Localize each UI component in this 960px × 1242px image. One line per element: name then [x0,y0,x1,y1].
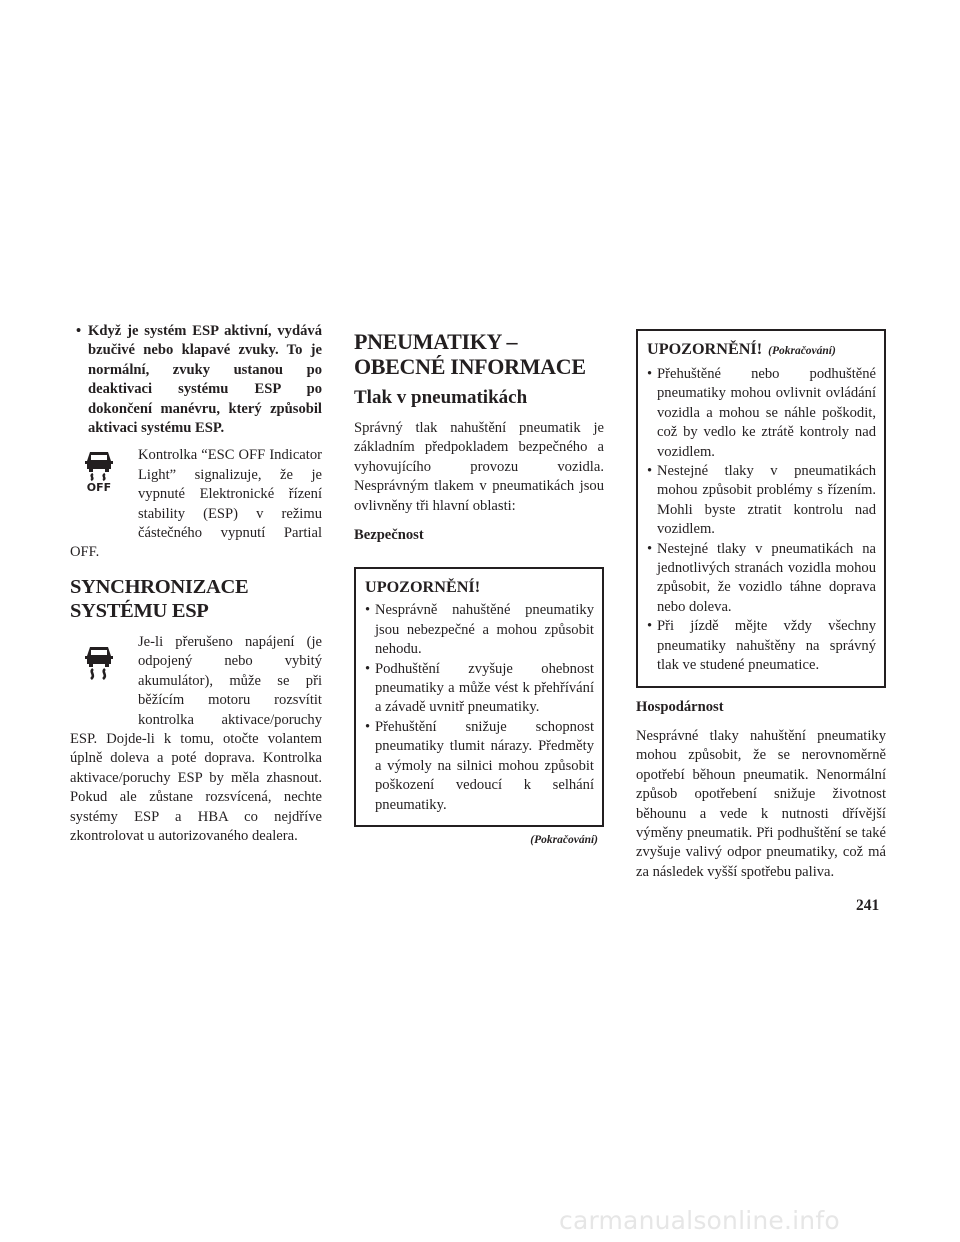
warning-item: • Nestejné tlaky v pneumatikách na jednotlivých stranách vozidla mohou způsobit, že vozidlo táhne doprava nebo doleva. [647,540,876,618]
column-right [636,329,886,882]
bullet-dot: • [76,323,82,339]
warning-title-text: UPOZORNĚNÍ! [647,340,763,358]
tire-pressure-subtitle: Tlak v pneumatikách [354,387,528,408]
bullet-dot: • [647,540,653,557]
bullet-dot: • [365,718,371,735]
warning-item: • Při jízdě mějte vždy všechny pneumatiky nahuštěny na správný tlak ve studené pneumatice. [647,617,876,675]
warning-list [365,601,594,814]
warning-title-continued [647,338,876,362]
warning-item: • Přehuštěné nebo podhuštěné pneumatiky mohou ovlivnit ovládání vozidla a mohou se náhle poškodit, což by vedlo ke ztrátě kontroly nad vozidlem. [647,365,876,462]
esc-off-icon-label: OFF [86,481,112,493]
continued-note: (Pokračování) [530,833,598,846]
esc-off-text: Kontrolka “ESC OFF Indicator Light” signalizuje, že je vypnuté Elektronické řízení stability (ESP) v režimu částečného vypnutí Partial OFF. [70,447,322,561]
section-title-sync [70,575,322,623]
esc-off-paragraph [70,446,322,562]
tire-pressure-intro: Správný tlak nahuštění pneumatik je základním předpokladem bezpečného a vyhovujícího provozu vozidla. Nesprávným tlakem v pneumatikách jsou ovlivněny tři hlavní oblasti: [354,420,604,514]
bullet-dot: • [365,660,371,677]
column-left [70,322,322,846]
esp-sound-text: Když je systém ESP aktivní, vydává bzučivé nebo klapavé zvuky. To je normální, zvuky ustanou po deaktivaci systému ESP po dokončení manévru, který způsobil aktivaci systému ESP. [88,323,322,437]
tires-general-title [354,329,604,379]
warning-box-continued [636,329,886,688]
warning-item: • Přehuštění snižuje schopnost pneumatiky tlumit nárazy. Předměty a výmoly na silnici mohou způsobit poškození vedoucí k selhání pneumatiky. [365,718,594,815]
esp-activation-indicator-icon [70,633,138,713]
sync-paragraph [70,633,322,846]
bullet-dot: • [647,463,653,480]
warning-list [647,365,876,676]
section-title-line-1: SYNCHRONIZACE [70,575,249,598]
warning-item: • Nestejné tlaky v pneumatikách mohou způsobit problémy s řízením. Mohli byste ztratit kontrolu nad vozidlem. [647,462,876,540]
esp-sound-bullet [76,322,322,438]
bullet-dot: • [647,366,653,382]
sync-text: Je-li přerušeno napájení (je odpojený nebo vybitý akumulátor), může se při běžícím motoru rozsvítit kontrolka aktivace/poruchy ESP. Dojde-li k tomu, otočte volantem úplně doleva a poté doprava. Kontrolka aktivace/poruchy ESP by měla zhasnout. Pokud ale zůstane rozsvícená, nechte systémy ESP a HBA co nejdříve zkontrolovat u autorizovaného dealera. [70,633,322,844]
warning-item: • Nesprávně nahuštěné pneumatiky jsou nebezpečné a mohou způsobit nehodu. [365,601,594,659]
column-middle [354,329,604,846]
safety-label: Bezpečnost [354,527,424,544]
warning-title: UPOZORNĚNÍ! [365,578,481,597]
watermark: carmanualsonline.info [559,1206,840,1235]
section-title-line-2: SYSTÉMU ESP [70,599,209,622]
warning-box-safety [354,567,604,826]
bullet-dot: • [365,602,371,619]
page-number: 241 [856,897,880,914]
esc-off-indicator-icon [70,446,138,526]
tires-title-line-1: PNEUMATIKY – [354,329,518,354]
warning-item: • Podhuštění zvyšuje ohebnost pneumatiky a může vést k přehřívání a závadě uvnitř pneumatiky. [365,660,594,718]
economy-text: Nesprávné tlaky nahuštění pneumatiky mohou způsobit, že se nerovnoměrně opotřebí běhoun pneumatik. Nenormální způsob opotřebení snižuje životnost běhounu a vede k nutnosti dřívější výměny pneumatik. Při podhuštění se také zvyšuje valivý odpor pneumatiky, což má za následek vyšší spotřebu paliva. [636,727,886,880]
warning-continued-tag: (Pokračování) [768,345,836,357]
economy-label: Hospodárnost [636,698,724,715]
tires-title-line-2: OBECNÉ INFORMACE [354,354,586,379]
bullet-dot: • [647,618,653,635]
